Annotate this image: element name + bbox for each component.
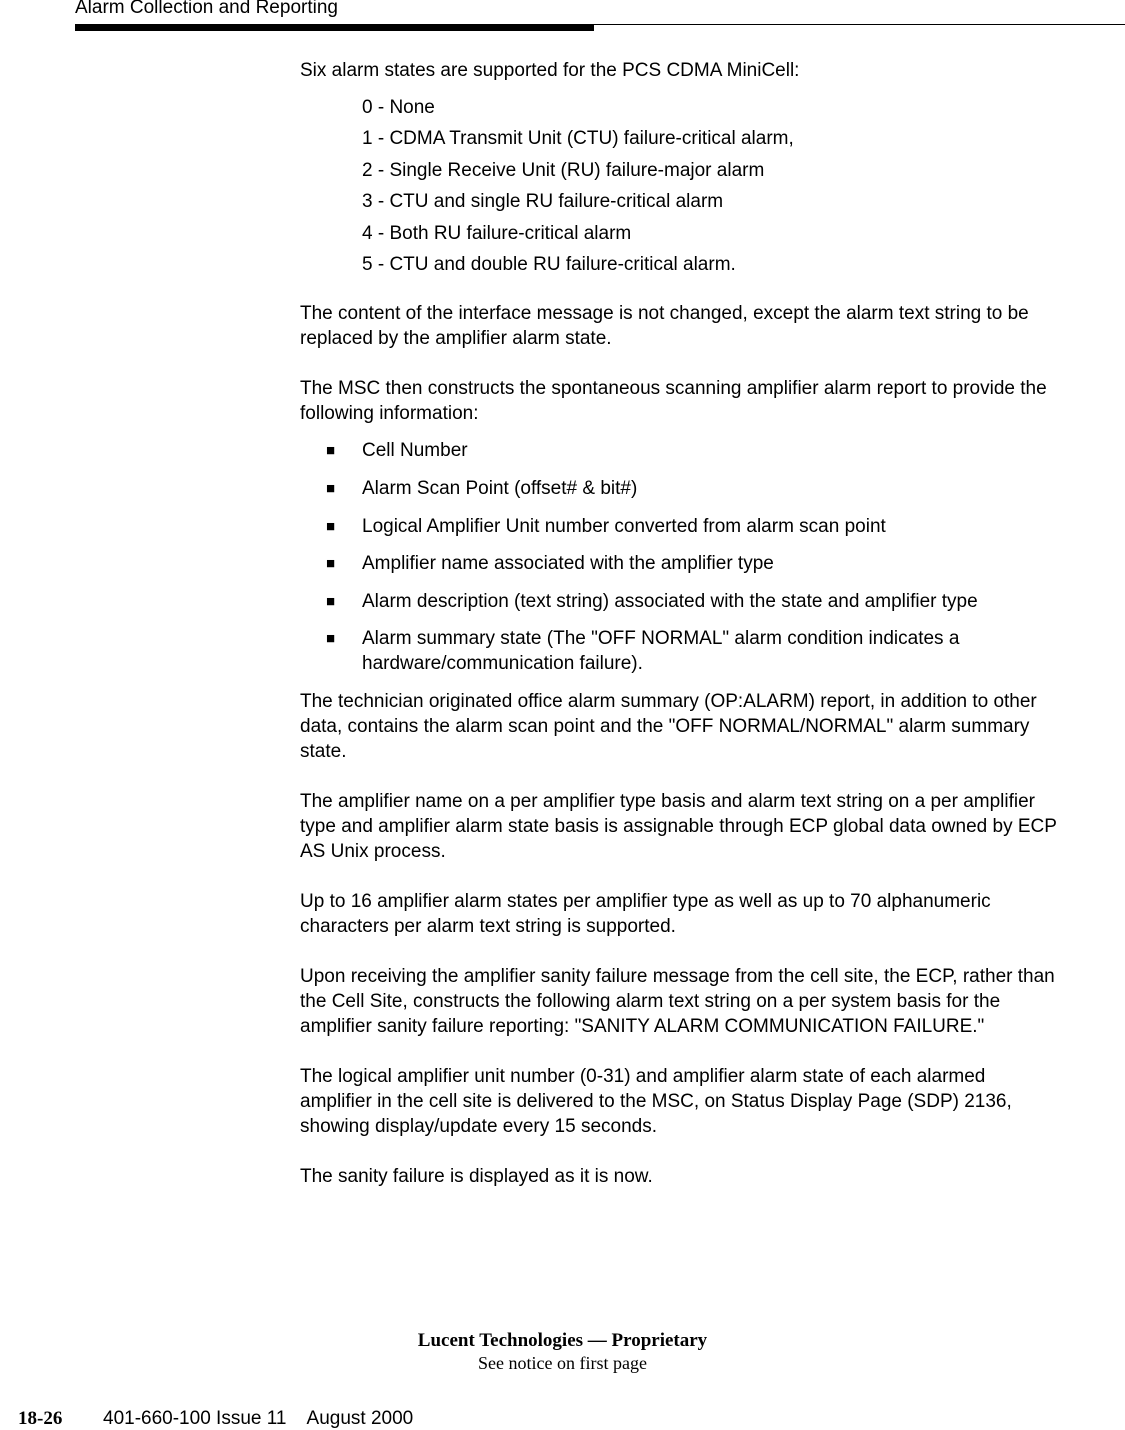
list-item-text: Alarm Scan Point (offset# & bit#) [362, 477, 638, 499]
alarm-states-limit-paragraph: Up to 16 amplifier alarm states per amplifier type as well as up to 70 alphanumeric characters per alarm text string is supported. [300, 890, 991, 937]
msc-paragraph: The MSC then constructs the spontaneous scanning amplifier alarm report to provide the following information: [300, 378, 1047, 425]
alarm-state-item: 1 - CDMA Transmit Unit (CTU) failure-critical alarm, [362, 128, 794, 150]
page-number: 18-26 [18, 1408, 63, 1429]
document-info: 401-660-100 Issue 11 August 2000 [103, 1408, 414, 1429]
content-paragraph: The content of the interface message is not changed, except the alarm text string to be replaced by the amplifier alarm state. [300, 303, 1029, 350]
bullet-icon: ■ [326, 592, 336, 610]
header-rule-thick [75, 24, 594, 31]
list-item [300, 514, 1060, 539]
op-alarm-paragraph: The technician originated office alarm summary (OP:ALARM) report, in addition to other data, contains the alarm scan point and the "OFF NORMAL/NORMAL" alarm summary state. [300, 690, 1037, 762]
alarm-state-item: 2 - Single Receive Unit (RU) failure-major alarm [362, 159, 765, 181]
sdp-paragraph: The logical amplifier unit number (0-31) and amplifier alarm state of each alarmed amplifier in the cell site is delivered to the MSC, on Status Display Page (SDP) 2136, showing display/update every 15 seconds. [300, 1065, 1012, 1137]
alarm-state-item: 5 - CTU and double RU failure-critical alarm. [362, 253, 736, 275]
list-item-text: Logical Amplifier Unit number converted from alarm scan point [362, 515, 886, 537]
sanity-failure-message-paragraph: Upon receiving the amplifier sanity failure message from the cell site, the ECP, rather than the Cell Site, constructs the following alarm text string on a per system basis for the amplifier sanity failure reporting: "SANITY ALARM COMMUNICATION FAILURE." [300, 965, 1055, 1037]
header-rule-thin [594, 24, 1125, 25]
footer-notice: See notice on first page [478, 1353, 647, 1373]
alarm-state-item: 0 - None [362, 97, 435, 118]
list-item-text: Alarm summary state (The "OFF NORMAL" alarm condition indicates a hardware/communication failure). [362, 628, 960, 675]
bullet-icon: ■ [326, 442, 336, 460]
bullet-icon: ■ [326, 517, 336, 535]
footer-proprietary-title: Lucent Technologies — Proprietary [417, 1330, 708, 1351]
list-item-text: Amplifier name associated with the amplifier type [362, 553, 774, 575]
list-item-text: Cell Number [362, 440, 468, 462]
list-item [300, 476, 1060, 501]
bullet-icon: ■ [326, 555, 336, 573]
bullet-icon: ■ [326, 479, 336, 497]
amplifier-name-paragraph: The amplifier name on a per amplifier type basis and alarm text string on a per amplifier type and amplifier alarm state basis is assignable through ECP global data owned by ECP AS Unix process. [300, 790, 1057, 862]
intro-paragraph: Six alarm states are supported for the PCS CDMA MiniCell: [300, 60, 800, 81]
list-item [300, 438, 1060, 463]
alarm-state-item: 4 - Both RU failure-critical alarm [362, 222, 632, 244]
bullet-icon: ■ [326, 630, 336, 648]
list-item [300, 551, 1060, 576]
list-item [300, 626, 1060, 676]
sanity-display-paragraph: The sanity failure is displayed as it is now. [300, 1165, 653, 1187]
list-item-text: Alarm description (text string) associated with the state and amplifier type [362, 590, 978, 612]
alarm-state-item: 3 - CTU and single RU failure-critical alarm [362, 191, 724, 213]
alarm-states-list [362, 95, 1060, 283]
running-header-title: Alarm Collection and Reporting [75, 0, 338, 18]
report-info-list [300, 438, 1060, 676]
body-text [300, 58, 1060, 1189]
list-item [300, 589, 1060, 614]
